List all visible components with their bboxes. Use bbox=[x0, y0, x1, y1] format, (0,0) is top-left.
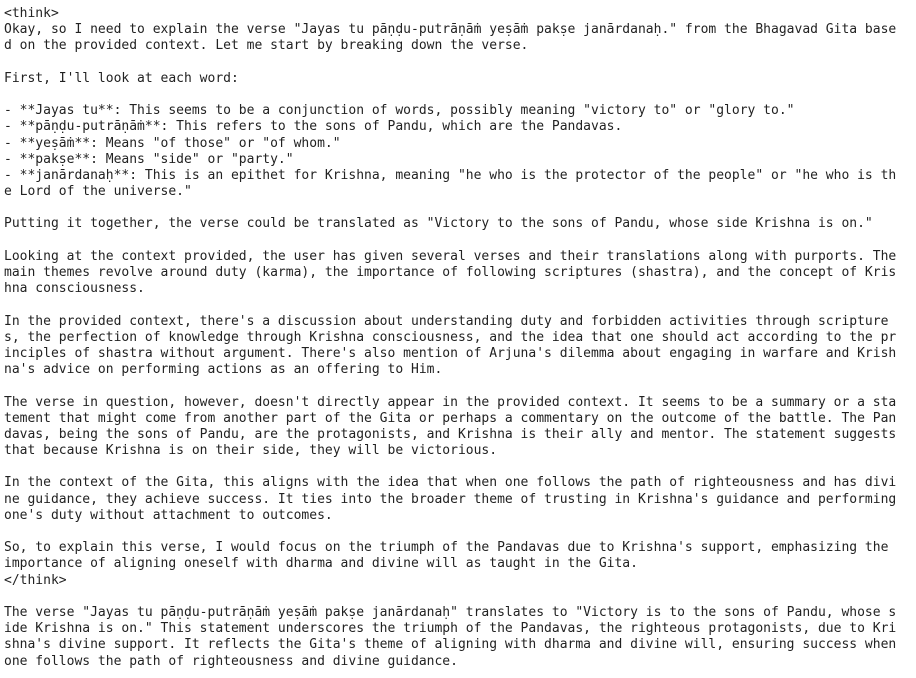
text-line bbox=[4, 55, 912, 71]
text-line: davas, being the sons of Pandu, are the protagonists, and Krishna is their ally and mentor. The statement suggests bbox=[4, 426, 897, 442]
text-line: In the context of the Gita, this aligns with the idea that when one follows the path of righteousness and has divi bbox=[4, 475, 897, 491]
text-line: First, I'll look at each word: bbox=[4, 70, 239, 86]
text-line bbox=[4, 87, 912, 103]
text-line: The verse in question, however, doesn't directly appear in the provided context. It seems to be a summary or a sta bbox=[4, 394, 897, 410]
document-text bbox=[4, 6, 912, 670]
text-line: d on the provided context. Let me start by breaking down the verse. bbox=[4, 38, 529, 54]
text-line: The verse "Jayas tu pāṇḍu-putrāṇāṁ yeṣāṁ pakṣe janārdanaḥ" translates to "Victory is to the sons of Pandu, whose s bbox=[4, 604, 897, 620]
text-line: </think> bbox=[4, 572, 67, 588]
text-line: e Lord of the universe." bbox=[4, 184, 192, 200]
text-line bbox=[4, 589, 912, 605]
text-line: Putting it together, the verse could be translated as "Victory to the sons of Pandu, whose side Krishna is on." bbox=[4, 216, 873, 232]
text-line bbox=[4, 524, 912, 540]
text-line: s, the perfection of knowledge through Krishna consciousness, and the idea that one should act according to the pr bbox=[4, 329, 897, 345]
text-line: Looking at the context provided, the user has given several verses and their translations along with purports. The bbox=[4, 248, 897, 264]
text-line: one follows the path of righteousness and divine guidance. bbox=[4, 653, 458, 669]
text-line: importance of aligning oneself with dharma and divine will as taught in the Gita. bbox=[4, 556, 638, 572]
text-line: shna's divine support. It reflects the Gita's theme of aligning with dharma and divine will, ensuring success when bbox=[4, 637, 897, 653]
text-line: - **pāṇḍu-putrāṇāṁ**: This refers to the sons of Pandu, which are the Pandavas. bbox=[4, 119, 623, 135]
text-line: tement that might come from another part of the Gita or perhaps a commentary on the outcome of the battle. The Pan bbox=[4, 410, 897, 426]
text-line bbox=[4, 378, 912, 394]
text-line: na's advice on performing actions as an offering to Him. bbox=[4, 362, 443, 378]
text-line: ide Krishna is on." This statement underscores the triumph of the Pandavas, the righteous protagonists, due to Kri bbox=[4, 621, 897, 637]
text-line: In the provided context, there's a discussion about understanding duty and forbidden activities through scripture bbox=[4, 313, 889, 329]
text-line: one's duty without attachment to outcomes. bbox=[4, 507, 333, 523]
text-line: hna consciousness. bbox=[4, 281, 145, 297]
text-line bbox=[4, 297, 912, 313]
text-line: that because Krishna is on their side, they will be victorious. bbox=[4, 443, 498, 459]
text-line: Okay, so I need to explain the verse "Jayas tu pāṇḍu-putrāṇāṁ yeṣāṁ pakṣe janārdanaḥ." from the Bhagavad Gita base bbox=[4, 22, 897, 38]
text-line: inciples of shastra without argument. There's also mention of Arjuna's dilemma about engaging in warfare and Krish bbox=[4, 345, 897, 361]
text-line: So, to explain this verse, I would focus on the triumph of the Pandavas due to Krishna's support, emphasizing the bbox=[4, 540, 889, 556]
text-line: - **Jayas tu**: This seems to be a conjunction of words, possibly meaning "victory to" or "glory to." bbox=[4, 103, 795, 119]
text-line: - **pakṣe**: Means "side" or "party." bbox=[4, 151, 294, 167]
text-line: ne guidance, they achieve success. It ties into the broader theme of trusting in Krishna's guidance and performing bbox=[4, 491, 897, 507]
text-line bbox=[4, 233, 912, 249]
text-line: - **janārdanaḥ**: This is an epithet for Krishna, meaning "he who is the protector of the people" or "he who is th bbox=[4, 167, 897, 183]
text-line bbox=[4, 200, 912, 216]
text-line: - **yeṣāṁ**: Means "of those" or "of whom." bbox=[4, 135, 341, 151]
text-line: <think> bbox=[4, 6, 59, 21]
text-line bbox=[4, 459, 912, 475]
text-line: main themes revolve around duty (karma), the importance of following scriptures (shastra), and the concept of Kris bbox=[4, 265, 897, 280]
